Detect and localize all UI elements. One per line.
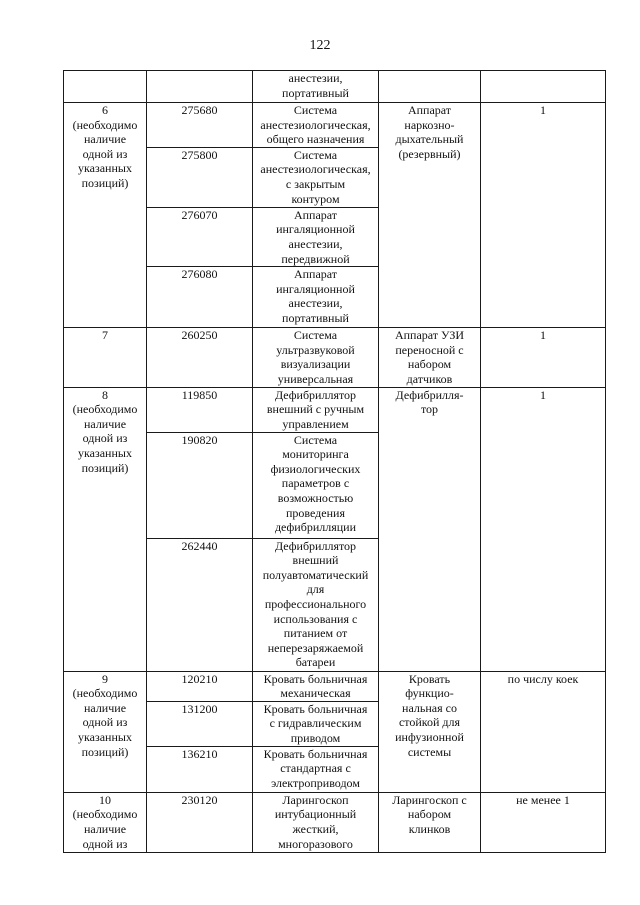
position-cell: 10 (необходимо наличие одной из bbox=[64, 792, 147, 852]
type-cell: Дефибрилля- тор bbox=[379, 387, 481, 671]
code-cell: 119850 bbox=[147, 387, 253, 432]
position-cell: 9 (необходимо наличие одной из указанных позиций) bbox=[64, 671, 147, 792]
equipment-table bbox=[63, 70, 606, 853]
type-cell: Ларингоскоп с набором клинков bbox=[379, 792, 481, 852]
code-cell: 190820 bbox=[147, 432, 253, 538]
page-number: 122 bbox=[309, 38, 331, 53]
quantity-cell: 1 bbox=[481, 328, 606, 387]
code-cell: 276070 bbox=[147, 207, 253, 266]
name-cell: Ларингоскоп интубационный жесткий, многоразового bbox=[253, 792, 379, 852]
table-row bbox=[64, 387, 606, 432]
code-cell: 275680 bbox=[147, 103, 253, 148]
name-cell: Дефибриллятор внешний с ручным управлением bbox=[253, 387, 379, 432]
name-cell: Кровать больничная механическая bbox=[253, 671, 379, 701]
type-cell: Аппарат УЗИ переносной с набором датчиков bbox=[379, 328, 481, 387]
code-cell bbox=[147, 71, 253, 103]
name-cell: Система ультразвуковой визуализации универсальная bbox=[253, 328, 379, 387]
name-cell: Кровать больничная с гидравлическим приводом bbox=[253, 701, 379, 746]
table-row bbox=[64, 103, 606, 148]
code-cell: 131200 bbox=[147, 701, 253, 746]
code-cell: 120210 bbox=[147, 671, 253, 701]
name-cell: Дефибриллятор внешний полуавтоматический для профессионального использования с питанием от неперезаряжаемой батареи bbox=[253, 538, 379, 671]
quantity-cell: 1 bbox=[481, 103, 606, 328]
quantity-cell: 1 bbox=[481, 387, 606, 671]
name-cell: Система анестезиологическая, общего назначения bbox=[253, 103, 379, 148]
name-cell: Система анестезиологическая, с закрытым контуром bbox=[253, 147, 379, 207]
position-cell: 7 bbox=[64, 328, 147, 387]
table-row bbox=[64, 328, 606, 387]
name-cell: Аппарат ингаляционной анестезии, передвижной bbox=[253, 207, 379, 266]
position-cell: 8 (необходимо наличие одной из указанных позиций) bbox=[64, 387, 147, 671]
code-cell: 275800 bbox=[147, 147, 253, 207]
type-cell bbox=[379, 71, 481, 103]
code-cell: 276080 bbox=[147, 267, 253, 328]
code-cell: 262440 bbox=[147, 538, 253, 671]
code-cell: 230120 bbox=[147, 792, 253, 852]
quantity-cell: не менее 1 bbox=[481, 792, 606, 852]
name-cell: Кровать больничная стандартная с электроприводом bbox=[253, 746, 379, 792]
code-cell: 136210 bbox=[147, 746, 253, 792]
code-cell: 260250 bbox=[147, 328, 253, 387]
quantity-cell: по числу коек bbox=[481, 671, 606, 792]
position-cell bbox=[64, 71, 147, 103]
table-row bbox=[64, 71, 606, 103]
table-row bbox=[64, 671, 606, 701]
name-cell: Аппарат ингаляционной анестезии, портативный bbox=[253, 267, 379, 328]
position-cell: 6 (необходимо наличие одной из указанных позиций) bbox=[64, 103, 147, 328]
quantity-cell bbox=[481, 71, 606, 103]
table-row bbox=[64, 792, 606, 852]
type-cell: Кровать функцио- нальная со стойкой для инфузионной системы bbox=[379, 671, 481, 792]
name-cell: Система мониторинга физиологических параметров с возможностью проведения дефибрилляции bbox=[253, 432, 379, 538]
name-cell: анестезии, портативный bbox=[253, 71, 379, 103]
type-cell: Аппарат наркозно- дыхательный (резервный) bbox=[379, 103, 481, 328]
